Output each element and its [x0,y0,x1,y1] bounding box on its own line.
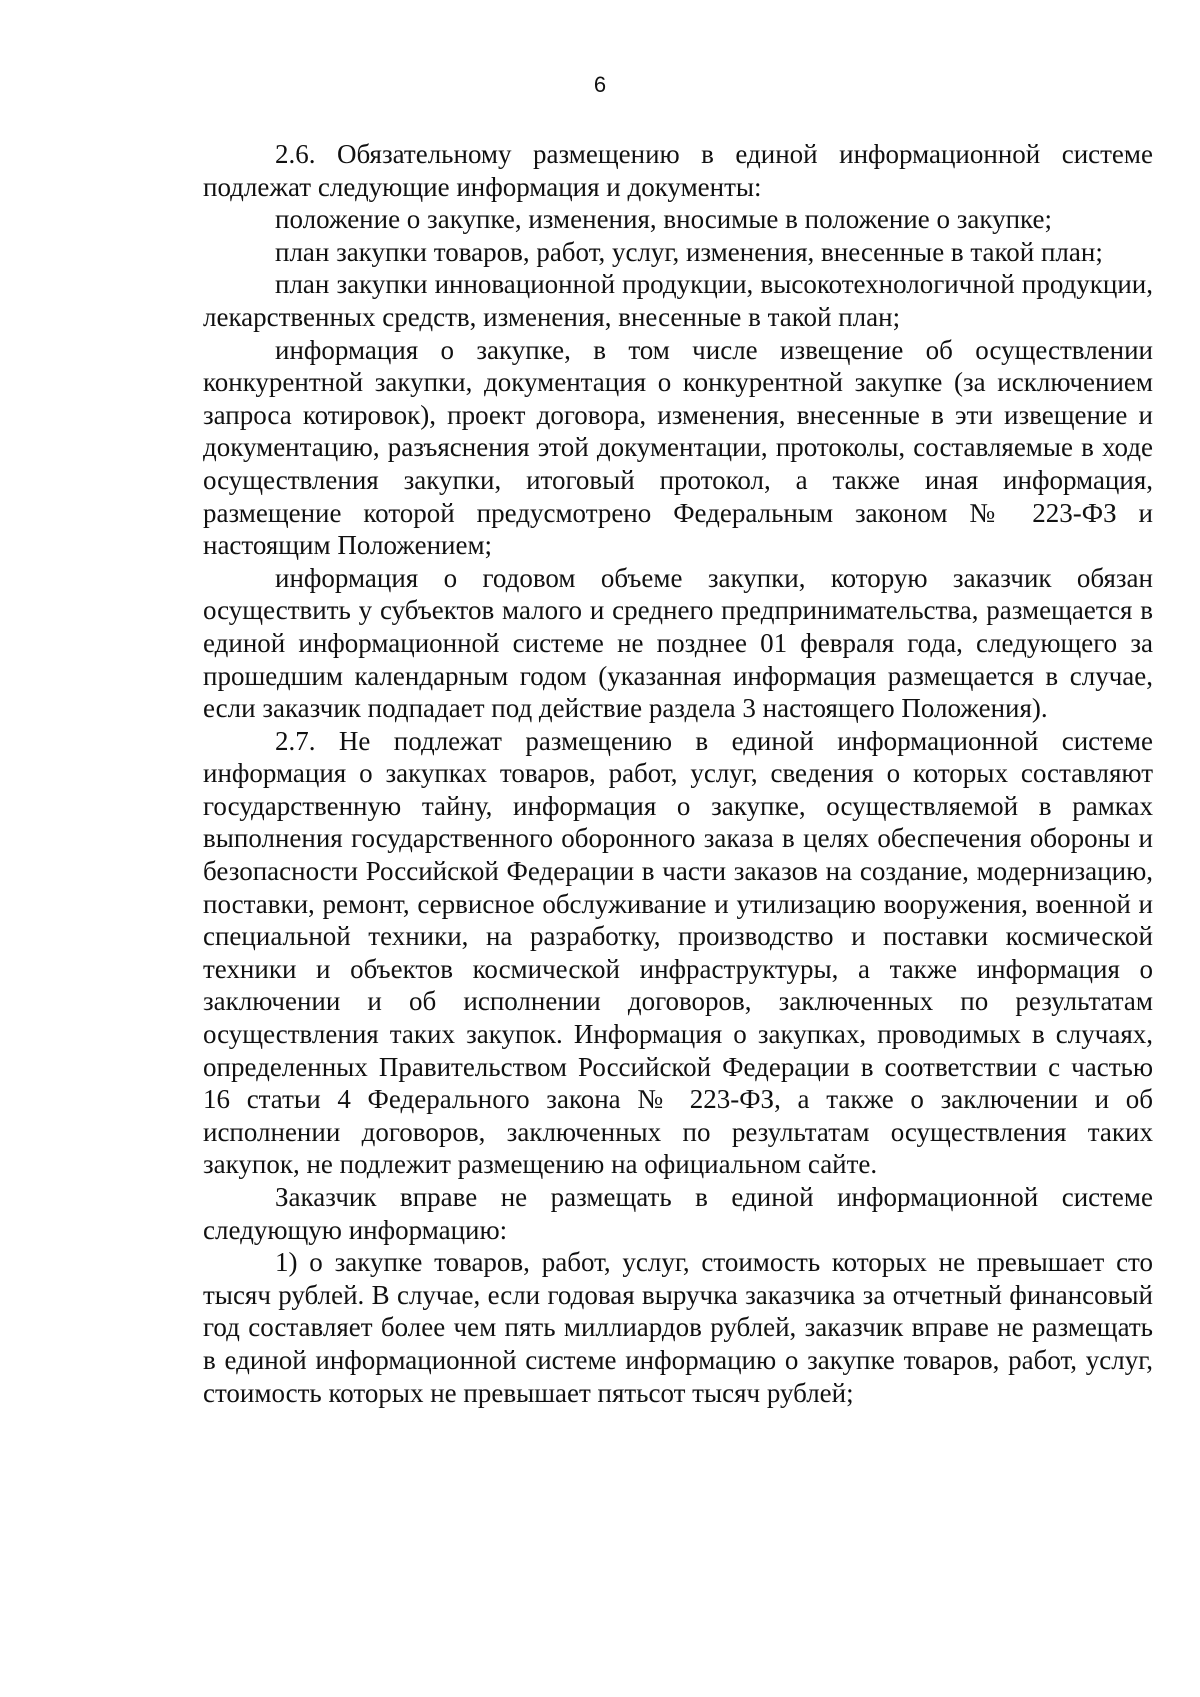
page-number: 6 [593,72,607,97]
paragraph-2-6-intro: 2.6. Обязательному размещению в единой информационной системе подлежат следующие информация и документы: [203,139,1153,202]
paragraph-customer-right: Заказчик вправе не размещать в единой информационной системе следующую информацию: [203,1182,1153,1245]
list-item-procurement-regulation: положение о закупке, изменения, вносимые в положение о закупке; [275,204,1052,235]
document-body [203,138,1153,1409]
paragraph-2-7: 2.7. Не подлежат размещению в единой информационной системе информация о закупках товаров, работ, услуг, сведения о которых составляют государственную тайну, информация о закупке, осуществляемой в рамках выполнения государственного оборонного заказа в целях обеспечения обороны и безопасности Российской Федерации в части заказов на создание, модернизацию, поставки, ремонт, сервисное обслуживание и утилизацию вооружения, военной и специальной техники, на разработку, производство и поставки космической техники и объектов космической инфраструктуры, а также информация о заключении и об исполнении договоров, заключенных по результатам осуществления таких закупок. Информация о закупках, проводимых в случаях, определенных Правительством Российской Федерации в соответствии с частью 16 статьи 4 Федерального закона № 223-ФЗ, а также о заключении и об исполнении договоров, заключенных по результатам осуществления таких закупок, не подлежит размещению на официальном сайте. [203,725,1153,1180]
list-item-1-threshold: 1) о закупке товаров, работ, услуг, стоимость которых не превышает сто тысяч рублей. В случае, если годовая выручка заказчика за отчетный финансовый год составляет более чем пять миллиардов рублей, заказчик вправе не размещать в единой информационной системе информацию о закупке товаров, работ, услуг, стоимость которых не превышает пятьсот тысяч рублей; [203,1247,1153,1408]
list-item-procurement-plan: план закупки товаров, работ, услуг, изменения, внесенные в такой план; [275,236,1103,267]
list-item-annual-volume-information: информация о годовом объеме закупки, которую заказчик обязан осуществить у субъектов малого и среднего предпринимательства, размещается в единой информационной системе не позднее 01 февраля года, следующего за прошедшим календарным годом (указанная информация размещается в случае, если заказчик подпадает под действие раздела 3 настоящего Положения). [203,562,1153,724]
list-item-innovative-products-plan: план закупки инновационной продукции, высокотехнологичной продукции, лекарственных средств, изменения, внесенные в такой план; [203,269,1153,332]
list-item-procurement-information: информация о закупке, в том числе извещение об осуществлении конкурентной закупки, документация о конкурентной закупке (за исключением запроса котировок), проект договора, изменения, внесенные в эти извещение и документацию, разъяснения этой документации, протоколы, составляемые в ходе осуществления закупки, итоговый протокол, а также иная информация, размещение которой предусмотрено Федеральным законом № 223-ФЗ и настоящим Положением; [203,334,1153,561]
